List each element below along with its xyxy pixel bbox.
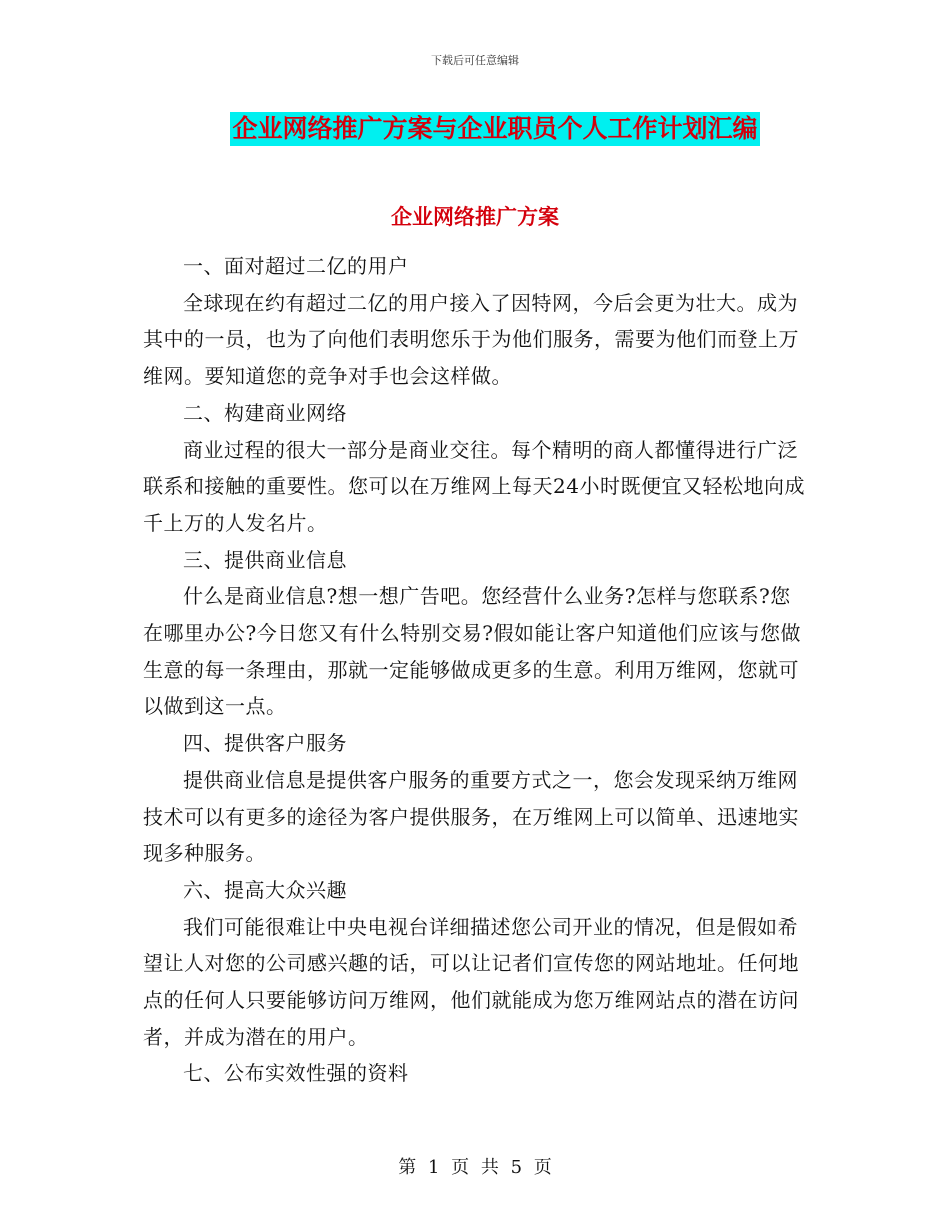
header-note: 下载后可任意编辑 bbox=[431, 54, 519, 67]
page-number-footer: 第 1 页 共 5 页 bbox=[398, 1157, 552, 1178]
paragraph-users: 全球现在约有超过二亿的用户接入了因特网，今后会更为壮大。成为其中的一员，也为了向他们表明您乐于为他们服务，需要为他们而登上万维网。要知道您的竞争对手也会这样做。 bbox=[143, 290, 799, 389]
heading-customer-service: 四、提供客户服务 bbox=[183, 731, 347, 756]
paragraph-business-info: 什么是商业信息?想一想广告吧。您经营什么业务?怎样与您联系?您在哪里办公?今日您又有什么特别交易?假如能让客户知道他们应该与您做生意的每一条理由，那就一定能够做成更多的生意。利用万维网，您就可以做到这一点。 bbox=[143, 584, 801, 719]
paragraph-customer-service: 提供商业信息是提供客户服务的重要方式之一，您会发现采纳万维网技术可以有更多的途径为客户提供服务，在万维网上可以简单、迅速地实现多种服务。 bbox=[143, 767, 799, 866]
section-title: 企业网络推广方案 bbox=[391, 204, 559, 229]
heading-public-interest: 六、提高大众兴趣 bbox=[183, 877, 347, 902]
paragraph-business-network: 商业过程的很大一部分是商业交往。每个精明的商人都懂得进行广泛联系和接触的重要性。您可以在万维网上每天24小时既便宜又轻松地向成千上万的人发名片。 bbox=[143, 437, 805, 535]
heading-timely-info: 七、公布实效性强的资料 bbox=[183, 1061, 409, 1086]
heading-business-network: 二、构建商业网络 bbox=[183, 400, 347, 425]
paragraph-public-interest: 我们可能很难让中央电视台详细描述您公司开业的情况，但是假如希望让人对您的公司感兴趣的话，可以让记者们宣传您的网站地址。任何地点的任何人只要能够访问万维网，他们就能成为您万维网站点的潜在访问者，并成为潜在的用户。 bbox=[143, 914, 799, 1049]
document-body bbox=[143, 248, 807, 1092]
heading-users: 一、面对超过二亿的用户 bbox=[183, 254, 409, 278]
document-title-container bbox=[0, 112, 950, 146]
document-title: 企业网络推广方案与企业职员个人工作计划汇编 bbox=[230, 112, 759, 146]
heading-business-info: 三、提供商业信息 bbox=[183, 547, 347, 572]
